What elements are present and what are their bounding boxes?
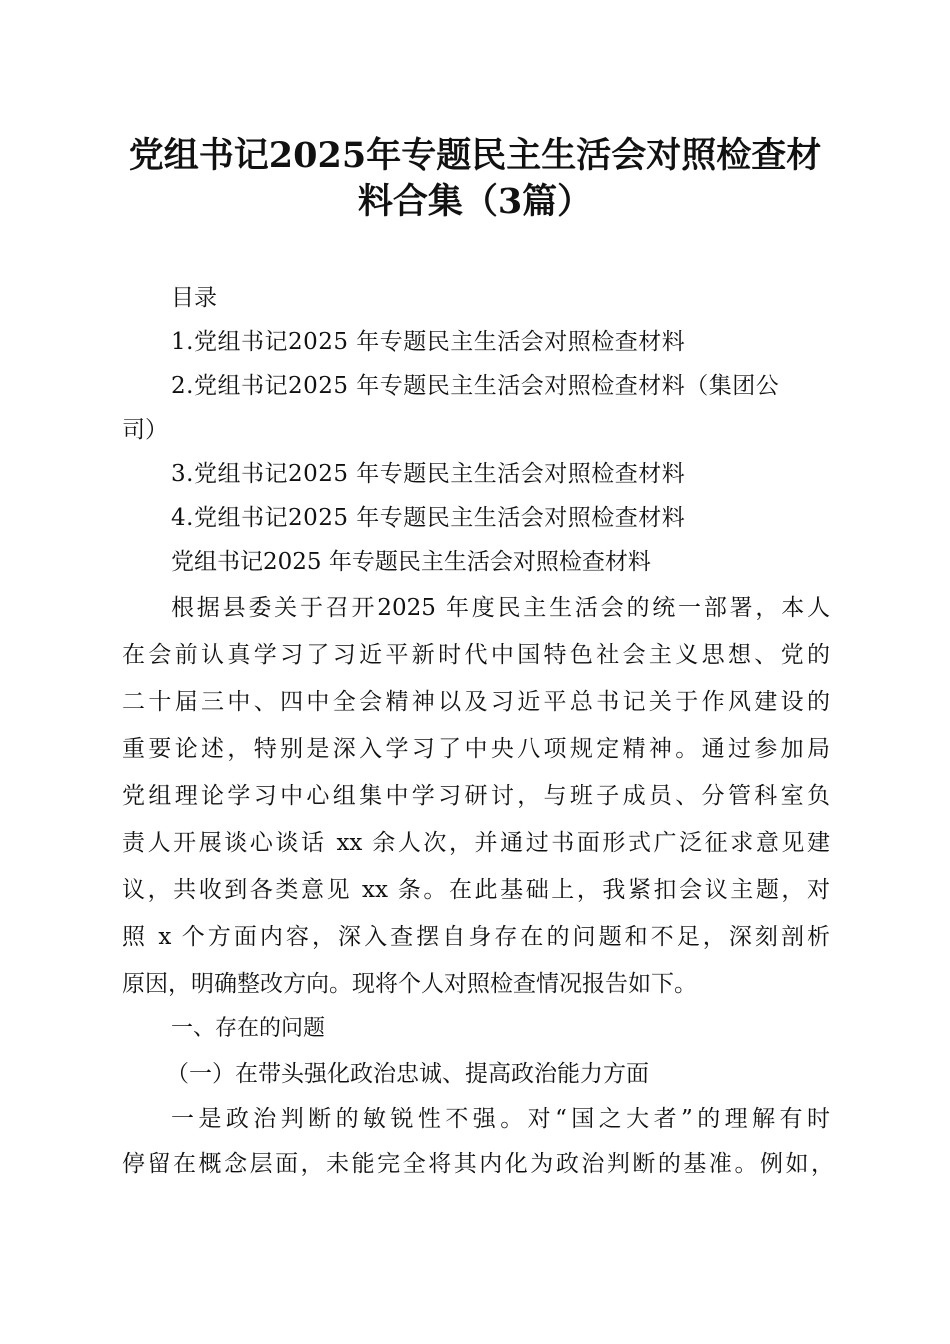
toc-item-2-continued: 司） (122, 417, 168, 443)
document-title-line-1: 党组书记2025年专题民主生活会对照检查材 (128, 135, 822, 176)
intro-line-6: 责人开展谈心谈话 xx 余人次，并通过书面形式广泛征求意见建 (122, 830, 830, 856)
section-heading-problems: 一、存在的问题 (171, 1016, 326, 1041)
body-line-2: 停留在概念层面，未能完全将其内化为政治判断的基准。例如， (122, 1151, 834, 1177)
document-title-line-2: 料合集（3篇） (357, 181, 593, 222)
intro-line-9: 原因，明确整改方向。现将个人对照检查情况报告如下。 (122, 971, 697, 997)
intro-line-2: 在会前认真学习了习近平新时代中国特色社会主义思想、党的 (122, 642, 830, 668)
document-title (100, 133, 850, 225)
body-line-1: 一是政治判断的敏锐性不强。对“国之大者”的理解有时 (171, 1106, 830, 1132)
intro-line-7: 议，共收到各类意见 xx 条。在此基础上，我紧扣会议主题，对 (122, 877, 830, 903)
intro-line-3: 二十届三中、四中全会精神以及习近平总书记关于作风建设的 (122, 689, 830, 715)
subsection-heading-political-loyalty: （一）在带头强化政治忠诚、提高政治能力方面 (166, 1061, 649, 1087)
article-title: 党组书记2025 年专题民主生活会对照检查材料 (171, 549, 651, 575)
intro-line-1: 根据县委关于召开2025 年度民主生活会的统一部署，本人 (171, 595, 830, 621)
intro-line-8: 照 x 个方面内容，深入查摆自身存在的问题和不足，深刻剖析 (122, 924, 830, 950)
toc-heading: 目录 (171, 285, 217, 311)
intro-line-5: 党组理论学习中心组集中学习研讨，与班子成员、分管科室负 (122, 783, 830, 809)
toc-item-4: 4.党组书记2025 年专题民主生活会对照检查材料 (171, 505, 686, 531)
toc-item-3: 3.党组书记2025 年专题民主生活会对照检查材料 (171, 461, 686, 487)
toc-item-1: 1.党组书记2025 年专题民主生活会对照检查材料 (171, 329, 686, 355)
intro-line-4: 重要论述，特别是深入学习了中央八项规定精神。通过参加局 (122, 736, 830, 762)
toc-item-2: 2.党组书记2025 年专题民主生活会对照检查材料（集团公 (171, 373, 780, 399)
